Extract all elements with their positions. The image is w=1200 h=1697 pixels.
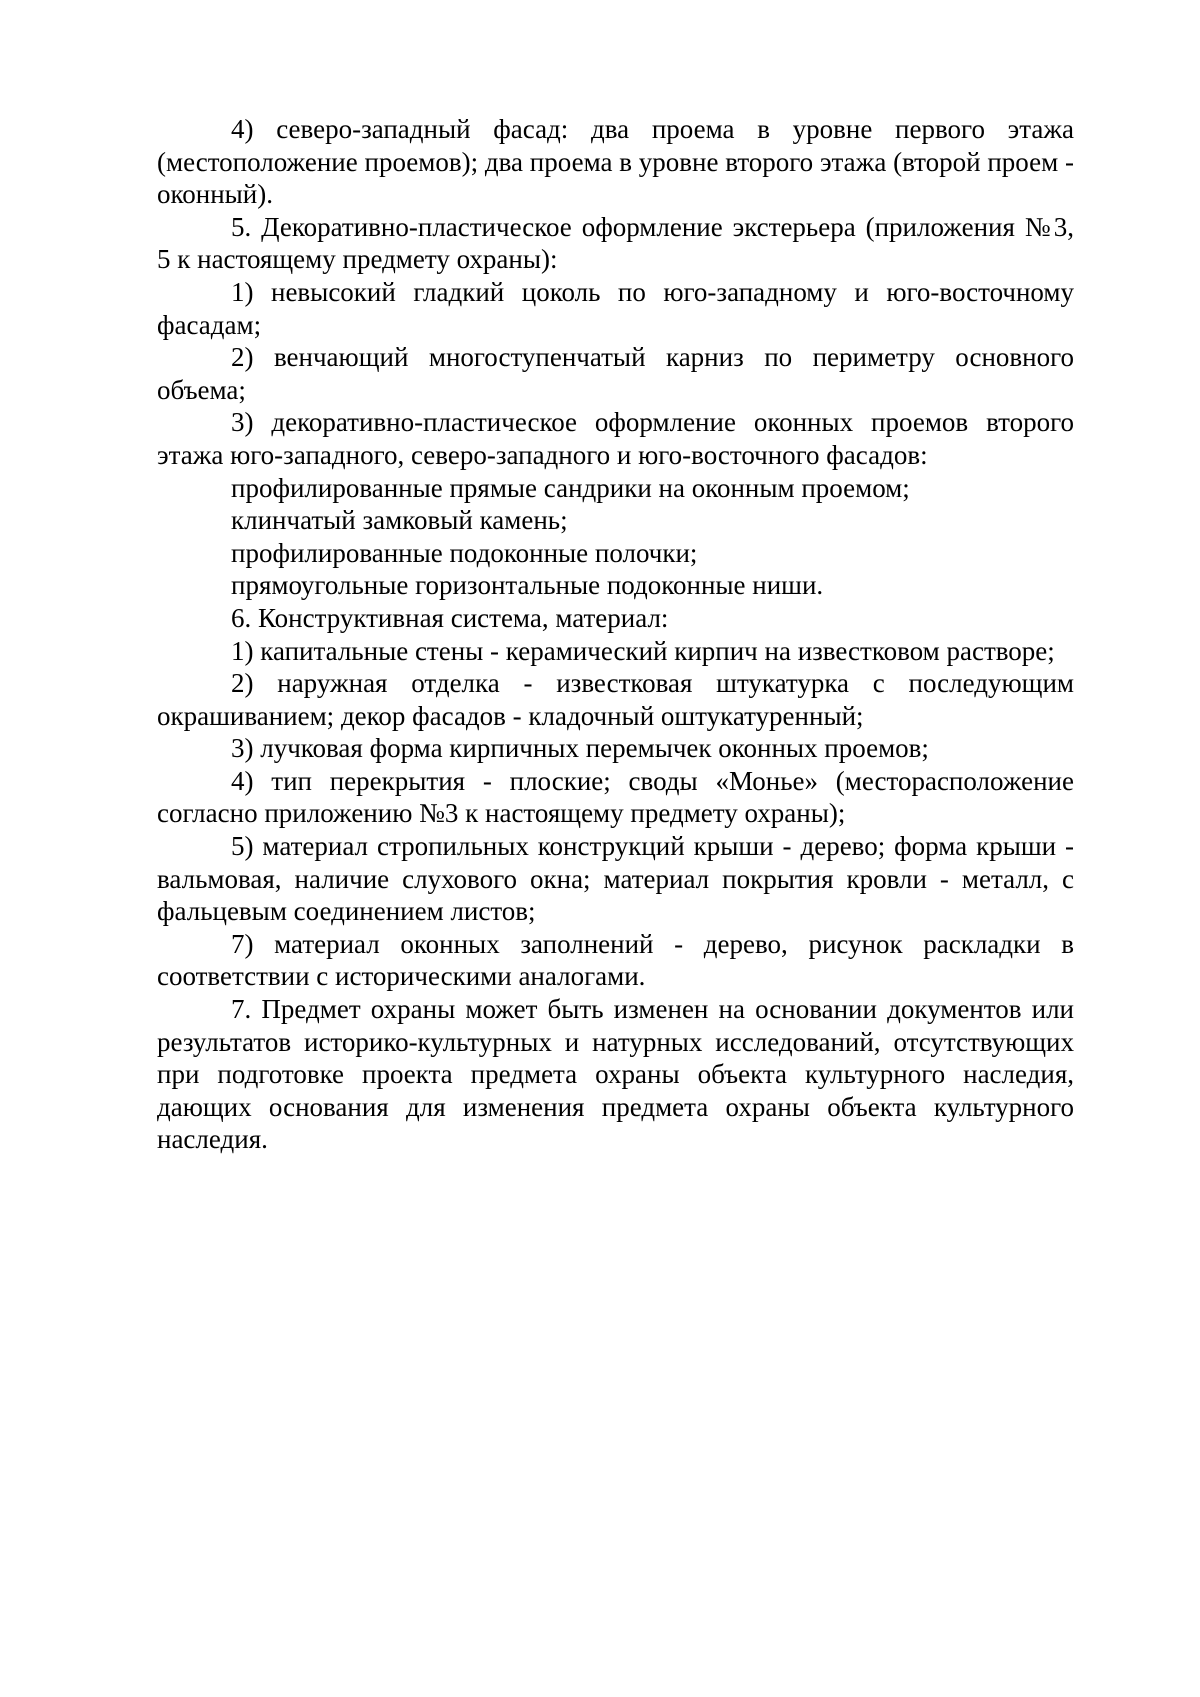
list-item-keystone: клинчатый замковый камень;	[231, 505, 568, 536]
paragraph-floors: 4) тип перекрытия - плоские; своды «Монье» (месторасположение согласно приложению №3 к настоящему предмету охраны);	[157, 765, 1074, 829]
list-item-niches: прямоугольные горизонтальные подоконные ниши.	[231, 570, 824, 601]
paragraph-decorative-exterior: 5. Декоративно-пластическое оформление экстерьера (приложения №3, 5 к настоящему предмету охраны):	[157, 211, 1074, 275]
paragraph-finishing: 2) наружная отделка - известковая штукатурка с последующим окрашиванием; декор фасадов - кладочный оштукатуренный;	[157, 668, 1074, 731]
paragraph-cornice: 2) венчающий многоступенчатый карниз по периметру основного объема;	[157, 342, 1074, 405]
paragraph-lintels: 3) лучковая форма кирпичных перемычек оконных проемов;	[231, 733, 929, 764]
list-item-sills: профилированные подоконные полочки;	[231, 537, 698, 568]
paragraph-northwest-facade: 4) северо-западный фасад: два проема в уровне первого этажа (местоположение проемов); два проема в уровне второго этажа (второй проем - оконный).	[157, 114, 1074, 210]
paragraph-walls: 1) капитальные стены - керамический кирпич на известковом растворе;	[231, 635, 1055, 666]
paragraph-plinth: 1) невысокий гладкий цоколь по юго-западному и юго-восточному фасадам;	[157, 276, 1074, 340]
paragraph-amendment: 7. Предмет охраны может быть изменен на основании документов или результатов историко-культурных и натурных исследований, отсутствующих при подготовке проекта предмета охраны объекта культурного наследия, дающих основания для изменения предмета охраны объекта культурного наследия.	[157, 994, 1074, 1155]
paragraph-windows: 7) материал оконных заполнений - дерево, рисунок раскладки в соответствии с историческими аналогами.	[157, 928, 1074, 992]
paragraph-window-decor: 3) декоративно-пластическое оформление оконных проемов второго этажа юго-западного, северо-западного и юго-восточного фасадов:	[157, 407, 1074, 470]
list-item-sandriki: профилированные прямые сандрики на оконным проемом;	[231, 472, 910, 503]
paragraph-roof: 5) материал стропильных конструкций крыши - дерево; форма крыши - вальмовая, наличие слухового окна; материал покрытия кровли - металл, с фальцевым соединением листов;	[157, 831, 1074, 927]
document-body	[157, 113, 1074, 1156]
paragraph-structural-system: 6. Конструктивная система, материал:	[231, 602, 669, 633]
